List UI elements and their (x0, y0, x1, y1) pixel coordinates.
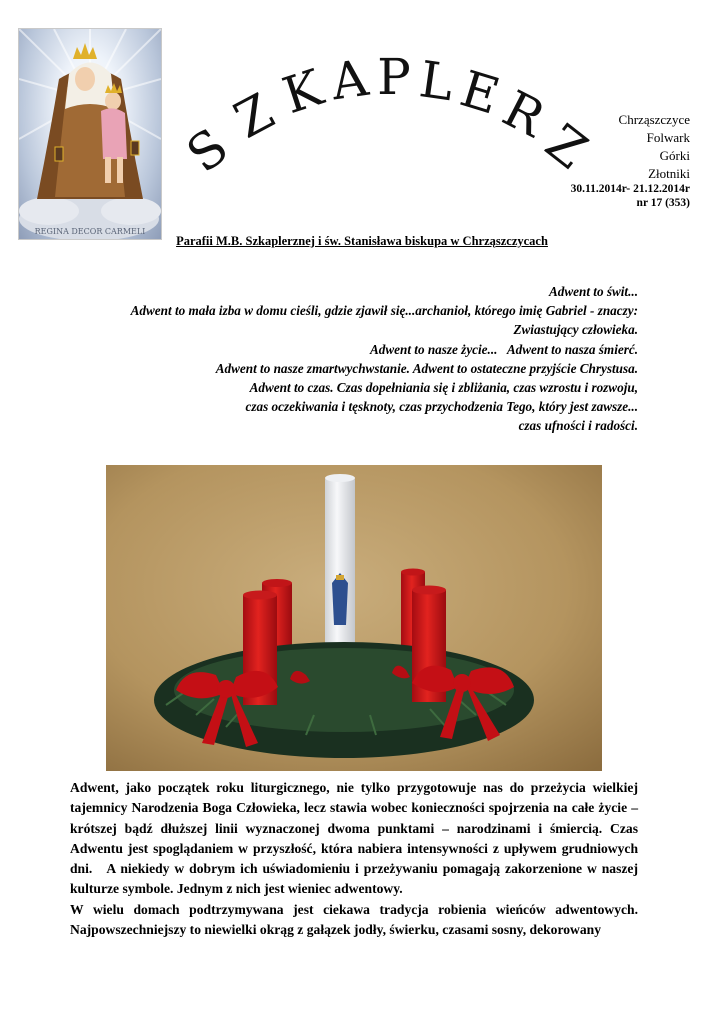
parish-subtitle: Parafii M.B. Szkaplerznej i św. Stanisława biskupa w Chrząszczycach (176, 234, 548, 248)
masthead-letter-l: L (415, 56, 457, 113)
poem-line: czas oczekiwania i tęsknoty, czas przychodzenia Tego, który jest zawsze... (245, 399, 638, 415)
poem-line: Zwiastujący człowieka. (513, 322, 638, 338)
poem-line: Adwent to świt... (548, 284, 638, 299)
poem-line: Adwent to nasze zmartwychwstanie. Adwent to ostateczne przyjście Chrystusa. (215, 360, 638, 376)
location-name: Górki (659, 148, 690, 163)
location-name: Chrząszczyce (618, 112, 690, 127)
masthead-title (180, 56, 600, 186)
poem-line: Adwent to czas. Czas dopełniania się i zbliżania, czas wzrostu i rozwoju, (249, 380, 638, 396)
masthead-letter-s: S (180, 117, 239, 185)
article-paragraph: Adwent, jako początek roku liturgicznego, nie tylko przygotowuje nas do przeżycia wielkiej tajemnicy Narodzenia Boga Człowieka, lecz stawia wobec konieczności spojrzenia na całe życie – krótszej bądź dłuższej linii wyznaczonej dwoma punktami – narodzinami i śmiercią. Czas Adwentu jest spoglądaniem w przyszłość, która nabiera intensywności z upływem grudniowych dni. A niekiedy w dobrym ich uświadomieniu i przeżywaniu pomagają zakorzenione w naszej kulturze symbole. Jednym z nich jest wieniec adwentowy. (70, 780, 642, 897)
madonna-scapular-image (18, 28, 162, 240)
masthead-letter-p: P (377, 56, 411, 106)
article-paragraph: W wielu domach podtrzymywana jest ciekawa tradycja robienia wieńców adwentowych. Najpowszechniejszy to niewielki okrąg z gałązek jodły, świerku, czasami sosny, dekorowany (70, 901, 638, 938)
image-inscription: REGINA DECOR CARMELI (34, 227, 146, 236)
locations-list (619, 111, 690, 183)
location-name: Złotniki (648, 166, 690, 181)
location-name: Folwark (646, 130, 690, 145)
poem-line: Adwent to mała izba w domu cieśli, gdzie zjawił się...archanioł, którego imię Gabriel - znaczy: (130, 303, 638, 319)
advent-poem (131, 282, 638, 436)
issue-number: nr 17 (353) (636, 197, 690, 209)
masthead-letter-r: R (493, 79, 554, 149)
article-body (70, 778, 642, 940)
masthead-letter-a: A (327, 56, 372, 112)
masthead-letter-z2: Z (534, 113, 599, 181)
masthead-letter-e: E (454, 59, 506, 126)
advent-wreath-photo (106, 465, 602, 771)
issue-dates: 30.11.2014r- 21.12.2014r (570, 183, 690, 195)
masthead-letter-z: Z (225, 82, 283, 150)
masthead-letter-k: K (276, 58, 330, 126)
poem-line: Adwent to nasze życie... Adwent to nasza śmierć. (369, 341, 638, 357)
poem-line: czas ufności i radości. (518, 418, 638, 434)
issue-info (571, 182, 690, 210)
